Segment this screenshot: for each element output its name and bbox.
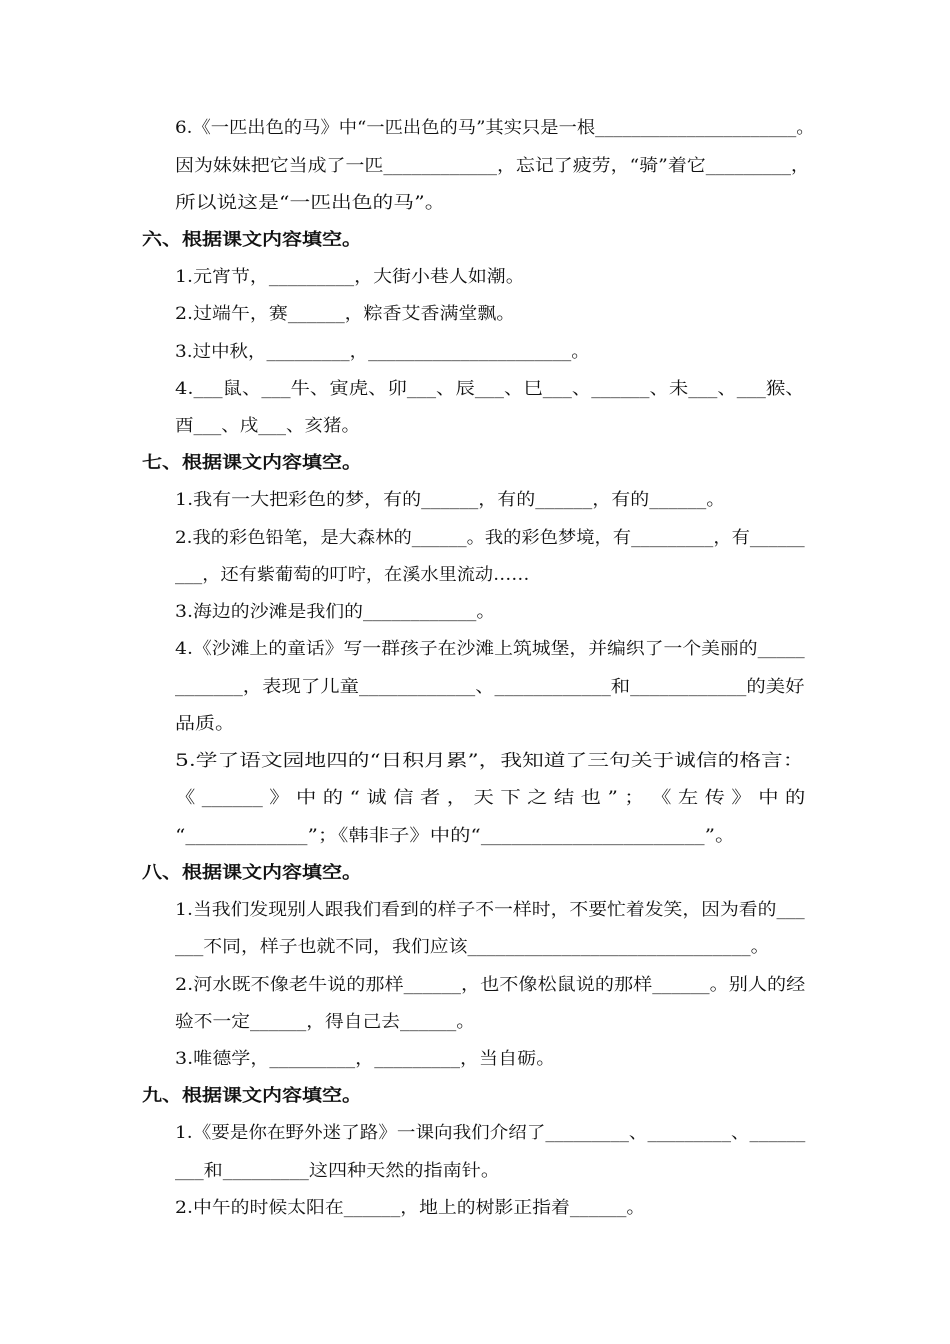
text-line: 因为妹妹把它当成了一匹____________，忘记了疲劳，“骑”着它_________， xyxy=(175,156,810,176)
text-line: 3.海边的沙滩是我们的____________。 xyxy=(175,602,496,622)
text-line: 3.唯德学，_________，_________，当自砺。 xyxy=(175,1049,556,1069)
text-line: 1.元宵节，_________，大街小巷人如潮。 xyxy=(175,267,525,287)
text-line: 1.当我们发现别人跟我们看到的样子不一样时，不要忙着发笑，因为看的___ xyxy=(175,900,805,920)
text-line: ___和_________这四种天然的指南针。 xyxy=(175,1161,500,1181)
section-heading: 七、根据课文内容填空。 xyxy=(142,453,362,473)
text-line: 6.《一匹出色的马》中“一匹出色的马”其实只是一根______________________。 xyxy=(175,118,815,138)
text-line: 2.中午的时候太阳在______，地上的树影正指着______。 xyxy=(175,1198,646,1218)
text-line: ___，还有紫葡萄的叮咛，在溪水里流动…… xyxy=(175,565,530,585)
text-line: 2.河水既不像老牛说的那样______，也不像松鼠说的那样______。别人的经 xyxy=(175,975,806,995)
text-line: 所以说这是“一匹出色的马”。 xyxy=(175,193,446,213)
text-line: 5.学了语文园地四的“日积月累”，我知道了三句关于诚信的格言： xyxy=(175,751,805,771)
text-line: 1.《要是你在野外迷了路》一课向我们介绍了_________、_________、______ xyxy=(175,1123,806,1143)
text-line: 4.《沙滩上的童话》写一群孩子在沙滩上筑城堡，并编织了一个美丽的_____ xyxy=(175,639,805,659)
text-line: ___不同，样子也就不同，我们应该______________________________。 xyxy=(175,937,770,957)
section-heading: 八、根据课文内容填空。 xyxy=(142,863,362,883)
text-line: 1.我有一大把彩色的梦，有的______，有的______，有的______。 xyxy=(175,490,726,510)
section-heading: 六、根据课文内容填空。 xyxy=(142,230,362,250)
text-line: 酉___、戌___、亥猪。 xyxy=(175,416,360,436)
text-line: “____________”；《韩非子》中的“______________________”。 xyxy=(175,826,736,846)
text-line: 《 ______ 》 中 的 “ 诚 信 者 ， 天 下 之 结 也 ” ； 《 左 传 》 中 的 xyxy=(175,788,806,808)
text-line: _______，表现了儿童____________、____________和____________的美好 xyxy=(175,677,805,697)
text-line: 2.我的彩色铅笔，是大森林的______。我的彩色梦境，有_________，有______ xyxy=(175,528,805,548)
text-line: 3.过中秋，_________，______________________。 xyxy=(175,342,590,362)
text-line: 验不一定______，得自己去______。 xyxy=(175,1012,475,1032)
text-line: 品质。 xyxy=(175,714,235,734)
text-line: 2.过端午，赛______，粽香艾香满堂飘。 xyxy=(175,304,516,324)
section-heading: 九、根据课文内容填空。 xyxy=(142,1086,362,1106)
text-line: 4.___鼠、___牛、寅虎、卯___、辰___、巳___、______、未___、___猴、 xyxy=(175,379,805,399)
